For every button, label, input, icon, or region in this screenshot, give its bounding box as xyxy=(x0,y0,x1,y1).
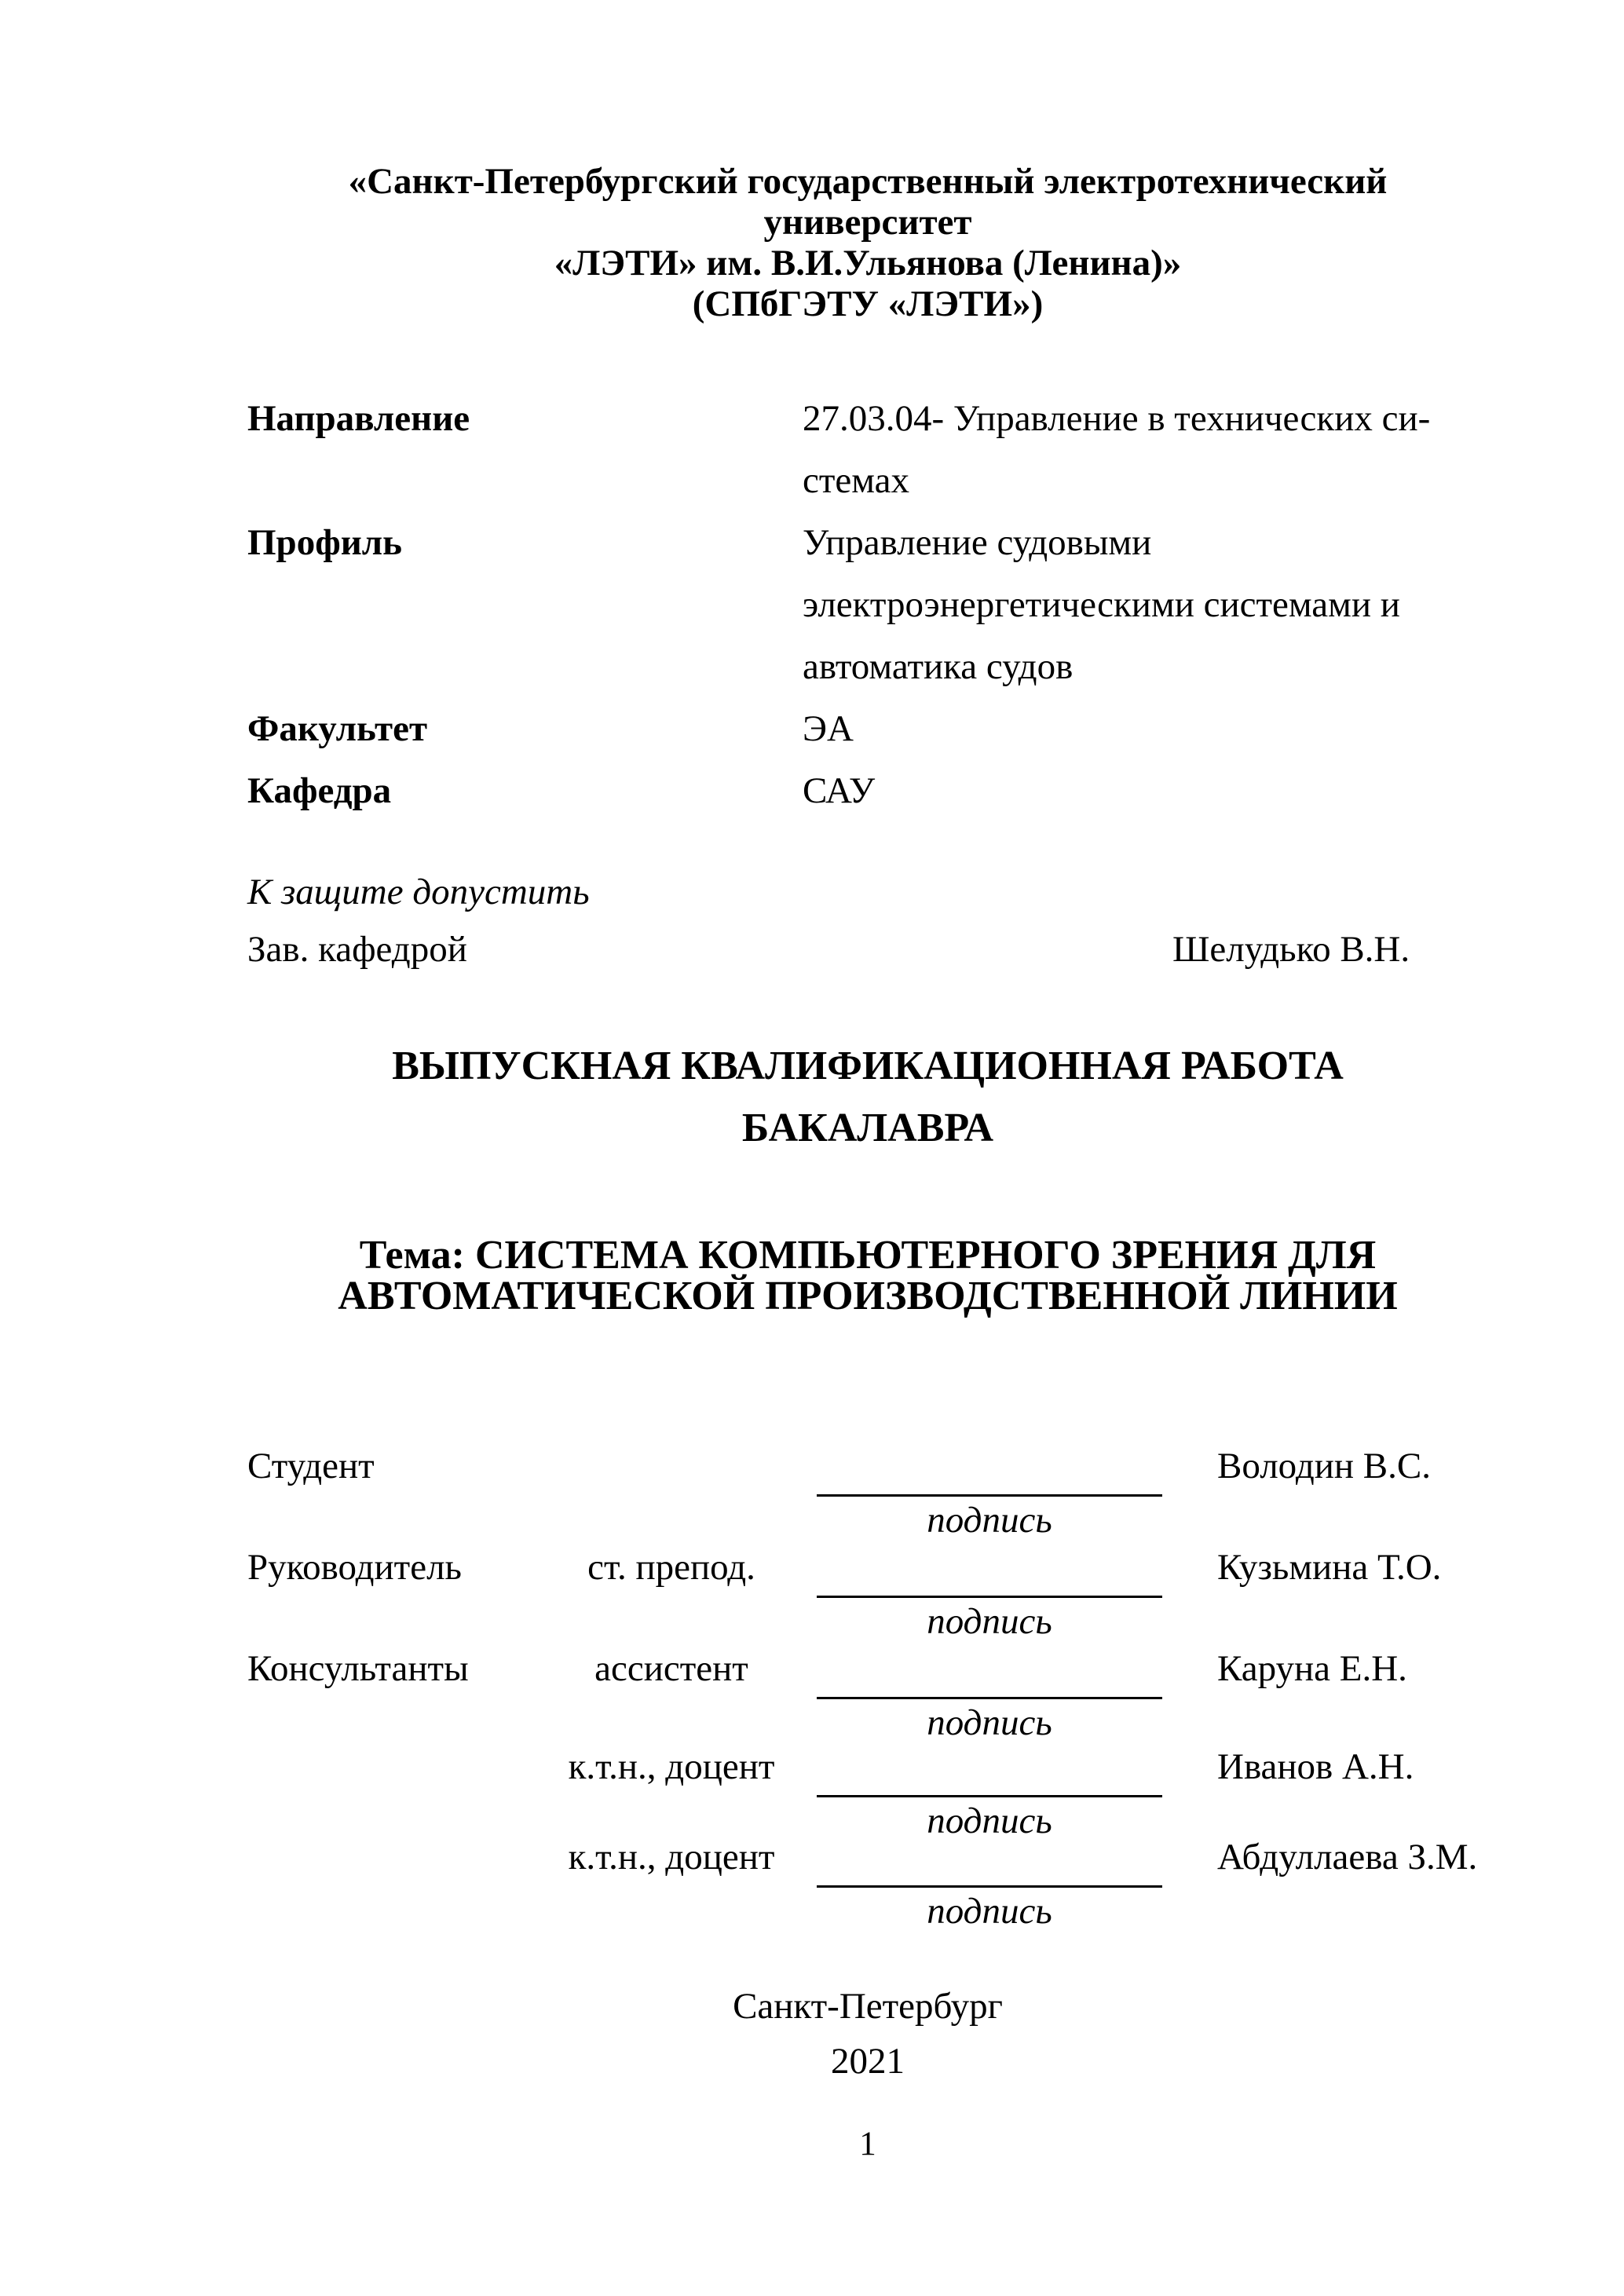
signature-qualifier: ассистент xyxy=(594,1648,748,1689)
signature-row-consultant-2 xyxy=(0,1746,1624,1844)
signature-caption: подпись xyxy=(927,1500,1052,1541)
work-title-line1: ВЫПУСКНАЯ КВАЛИФИКАЦИОННАЯ РАБОТА xyxy=(392,1044,1344,1088)
signature-line xyxy=(817,1697,1162,1699)
university-header-line: университет xyxy=(763,202,972,243)
department-head-label: Зав. кафедрой xyxy=(247,929,467,970)
signature-role: Консультанты xyxy=(247,1648,469,1689)
field-value-department: САУ xyxy=(803,770,876,811)
theme-line2: АВТОМАТИЧЕСКОЙ ПРОИЗВОДСТВЕННОЙ ЛИНИИ xyxy=(338,1274,1398,1318)
signature-caption: подпись xyxy=(927,1801,1052,1841)
field-label-faculty: Факультет xyxy=(247,708,428,749)
signature-name: Володин В.С. xyxy=(1217,1446,1431,1486)
university-header-line: (СПбГЭТУ «ЛЭТИ») xyxy=(692,283,1044,324)
university-header xyxy=(247,161,1488,324)
footer-city: Санкт-Петербург xyxy=(733,1986,1003,2027)
university-header-line: «ЛЭТИ» им. В.И.Ульянова (Ленина)» xyxy=(554,243,1182,283)
theme-line1: Тема: СИСТЕМА КОМПЬЮТЕРНОГО ЗРЕНИЯ ДЛЯ xyxy=(359,1233,1377,1278)
admission-note: К защите допустить xyxy=(247,872,590,912)
university-header-line: «Санкт-Петербургский государственный электротехнический xyxy=(348,161,1388,202)
signature-role: Студент xyxy=(247,1446,375,1486)
department-head-name: Шелудько В.Н. xyxy=(1172,929,1410,970)
signature-line xyxy=(817,1596,1162,1598)
field-value-direction: стемах xyxy=(803,460,910,501)
page-number: 1 xyxy=(859,2126,876,2163)
field-label-profile: Профиль xyxy=(247,522,403,563)
signature-line xyxy=(817,1494,1162,1497)
footer-year: 2021 xyxy=(831,2041,905,2082)
field-value-profile: Управление судовыми xyxy=(803,522,1152,563)
signature-caption: подпись xyxy=(927,1702,1052,1743)
signature-row-consultant-1 xyxy=(0,1648,1624,1746)
signature-line xyxy=(817,1795,1162,1797)
signature-caption: подпись xyxy=(927,1891,1052,1932)
theme-title xyxy=(247,1235,1488,1317)
work-title-line2: БАКАЛАВРА xyxy=(741,1106,994,1150)
signature-qualifier: к.т.н., доцент xyxy=(568,1837,775,1877)
field-values-column xyxy=(803,388,1588,822)
signature-row-supervisor xyxy=(0,1547,1624,1645)
field-value-profile: автоматика судов xyxy=(803,646,1074,687)
signature-role: Руководитель xyxy=(247,1547,462,1588)
signature-line xyxy=(817,1885,1162,1888)
field-value-faculty: ЭА xyxy=(803,708,854,749)
signature-row-student xyxy=(0,1446,1624,1544)
signature-name: Абдуллаева З.М. xyxy=(1217,1837,1478,1877)
signature-row-consultant-3 xyxy=(0,1837,1624,1935)
signature-caption: подпись xyxy=(927,1601,1052,1642)
signature-name: Иванов А.Н. xyxy=(1217,1746,1414,1787)
signature-name: Кузьмина Т.О. xyxy=(1217,1547,1442,1588)
signature-qualifier: ст. препод. xyxy=(587,1547,755,1588)
field-value-profile: электроэнергетическими системами и xyxy=(803,584,1400,625)
signature-name: Каруна Е.Н. xyxy=(1217,1648,1407,1689)
field-label-direction: Направление xyxy=(247,398,470,439)
signature-qualifier: к.т.н., доцент xyxy=(568,1746,775,1787)
field-label-department: Кафедра xyxy=(247,770,392,811)
field-value-direction: 27.03.04- Управление в технических си- xyxy=(803,398,1431,439)
